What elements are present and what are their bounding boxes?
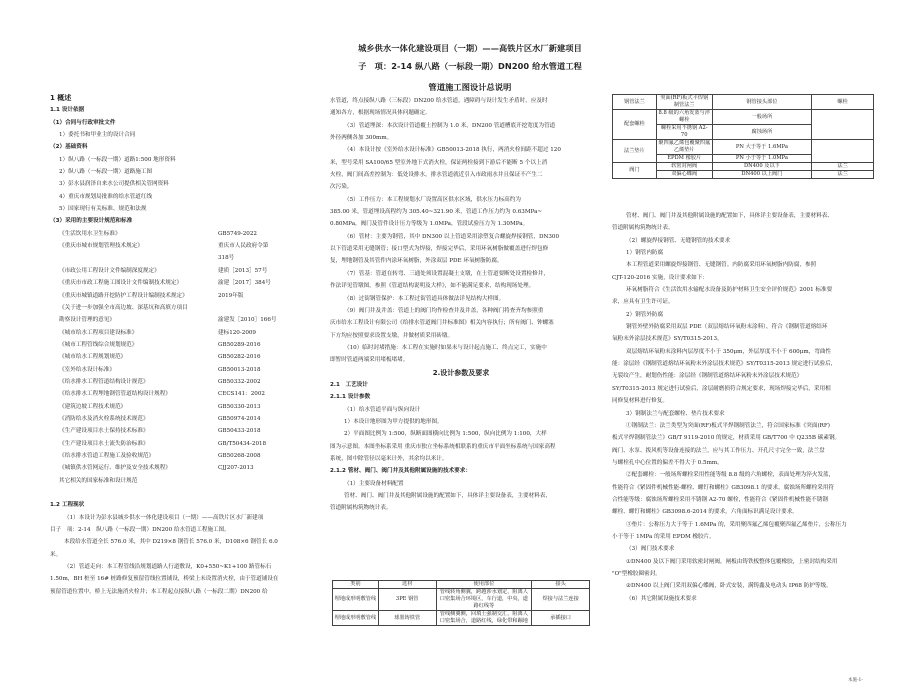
table-cell: 钢管法兰 — [613, 95, 657, 110]
paragraph: （1）本设计为彭水县城乡供水一体化建设项目（一期）——高铁片区水厂新建项 — [64, 514, 264, 521]
list-item: 1）纵八路（一标段一期）道路1:500 地形资料 — [59, 156, 176, 163]
standard-row: 《建筑边坡工程技术规范》 GB50330-2013 — [59, 403, 261, 410]
paragraph: "O"型橡胶圈密封。 — [612, 570, 661, 577]
fitting-spec-table — [612, 94, 874, 179]
paragraph: （2）螺旋焊接钢管、无缝钢管的技术要求 — [626, 237, 731, 244]
standard-row: 《城市给水工程项目建设标准》 建标120-2009 — [59, 329, 256, 336]
table-cell: 管线侧翼侧，回填土强制交汇，阻离人口密集场合，道路红线，绿化带和蹦地 — [436, 611, 532, 626]
table-cell: 阀门 — [613, 163, 657, 179]
project-title: 城乡供水一体化建设项目（一期）——高铁片区水厂新建项目 — [358, 43, 582, 53]
paragraph: 米，型号采用 SA100/65 型室外地下式消火栓，保证两栓接到下游后不能断 5 个以上消 — [330, 159, 548, 166]
table-row — [613, 140, 874, 155]
table-row — [613, 95, 874, 110]
paragraph: ①DN400 及以下阀门采用软密封闸阀，闸板由铸铁板整体包覆橡胶，上密封结构采用 — [626, 558, 838, 565]
section-heading: 2.1 工艺设计 — [330, 381, 368, 388]
paragraph: 3）钢制法兰与配套螺栓、垫片技术要求 — [626, 410, 725, 417]
table-cell: 螺栓 — [812, 95, 874, 110]
paragraph: 同修复材料进行修复。 — [612, 398, 668, 405]
paragraph: 1.50m，BH 桩至 16# 桩路修复预留管线位置铺设，桥梁上未设置消火栓，由于管道铺设在 — [50, 576, 279, 583]
paragraph: 2）钢管外防腐 — [626, 311, 664, 318]
table-cell: 球墨铸铁管 — [378, 611, 436, 626]
paragraph: 其它相关的国家标准和设计规范 — [59, 477, 138, 484]
table-header-row — [333, 581, 590, 589]
paragraph: （8）过街钢管保护：本工程过街管道具体做法详见结构大样图。 — [344, 295, 505, 302]
paragraph: 复，埋地钢管及其管件内涂环氧树脂，外涂双层 PDE 环氧树脂防腐。 — [330, 258, 503, 265]
table-cell: 法兰 — [812, 163, 874, 171]
standard-row: 《重庆市城市规划管理技术规定》 重庆市人民政府令第 — [59, 243, 269, 250]
table-cell: 螺栓采用不锈钢 A2-70 — [656, 125, 712, 140]
paragraph: 作法详见管墩图，参照《管道结构说明及大样》，如不能满足要求，结构现场处理。 — [330, 283, 535, 290]
subsection-heading: （1）合同与行政审批文件 — [50, 119, 116, 126]
table-cell: 焊接与法兰连接 — [532, 589, 590, 611]
paragraph: （1）给水管道平面与纵向设计 — [344, 406, 421, 413]
table-cell: 法兰 — [812, 171, 874, 179]
paragraph: ②配套螺栓：一般场所螺栓采用性能等级 8.8 级的六角螺栓，表面处理为淬火发蓝， — [626, 472, 835, 479]
pipe-material-table — [332, 580, 590, 626]
paragraph: 螺栓、螺钉和螺柱》GB3098.6-2014 的要求，六角面标识满足设计要求。 — [612, 509, 798, 516]
paragraph: ①钢制法兰：法兰类型为突面(RF)板式平焊钢制管法兰，符合国家标准《突面(RF) — [626, 422, 830, 429]
section-heading: 1 概述 — [50, 94, 72, 102]
paragraph: 合性能等级：腐蚀场所螺栓采用不锈钢 A2-70 螺栓，性能符合《紧固件机械性能不锈钢 — [612, 496, 828, 503]
table-row — [333, 589, 590, 611]
standard-row: 318号 — [218, 255, 235, 262]
paragraph: （2）管道走向：本工程管线沿规划道路人行道敷设，K0+550~K1+100 路管标石 — [64, 564, 272, 571]
paragraph: 1）本设计地形图为甲方提供的地形图。 — [344, 418, 443, 425]
standard-row: 《生活饮用水卫生标准》 GB5749-2022 — [59, 230, 257, 237]
subsection-heading: 2.1.2 管材、阀门、阀门井及其他附属设施的技术要求： — [330, 468, 471, 475]
table-cell — [812, 140, 874, 163]
paragraph: （3）阀门技术要求 — [626, 546, 675, 553]
table-cell: 钢管接头部位 — [712, 95, 812, 110]
paragraph: 管道附属构筑物统计表。 — [330, 505, 392, 512]
table-cell: 双偏心蝶阀 — [656, 171, 712, 179]
table-row — [333, 611, 590, 626]
standard-row: 《城市工程管线综合规划规范》 GB50289-2016 — [59, 341, 261, 348]
paragraph: 与螺栓孔中心位置的偏差不得大于 0.5mm。 — [612, 459, 723, 466]
list-item: 2）纵八路（一标段一期）道路施工图 — [59, 169, 153, 176]
table-cell: 埋地成形明敷管线 — [333, 589, 379, 611]
paragraph: 下方均应按照要求设置支墩，并做材质采用砖墩。 — [330, 332, 454, 339]
paragraph: ③垫片：公称压力大于等于 1.6MPa 的，采用聚四氟乙烯包覆聚四氟乙烯垫片，公称压力 — [626, 521, 847, 528]
paragraph: 图为示意图。本图坐标系采用 重庆市独立坐标系统相联系的重庆市平面坐标系统与国家高程 — [330, 443, 556, 450]
table-cell: 一般场所 — [712, 110, 812, 125]
paragraph: 385.00 米，管道埋设高程约为 305.40~321.90 米，管道工作压力约为 0.63MPa~ — [330, 209, 543, 216]
list-item: 4）重庆市规划局批准的给水管道红线 — [59, 193, 153, 200]
table-row — [613, 163, 874, 171]
standard-row: 《室外给水设计标准》 GB50013-2018 — [59, 366, 261, 373]
paragraph: 求，应具有卫生许可证。 — [612, 299, 674, 306]
paragraph: 0.80MPa，阀门及管件设计压力等级为 1.0MPa，管段试验压力为 1.30MPa。 — [330, 221, 529, 228]
table-cell: DN400 及以下 — [712, 163, 812, 171]
paragraph: （10）临时封堵措施：本工程在实施时如果未与设计起点施工、终点完工，实施中 — [344, 344, 547, 351]
table-cell: 承插接口 — [532, 611, 590, 626]
table-cell: 法兰垫片 — [613, 140, 657, 163]
table-header-cell: 使用部位 — [436, 581, 532, 589]
paragraph: CJT-120-2016 实施，设计要求如下： — [612, 274, 708, 281]
table-cell: 管线转角侧翼，跨越涉水划定，阻离人口密集场合环境区，车行道，中央，道路红线等 — [436, 589, 532, 611]
paragraph: 能：涂层经《钢制管道熔结环氧粉末外涂层技术规范》SY/T0315-2013 规定进行试验后， — [612, 361, 837, 368]
table-cell: DN400 以上阀门 — [712, 171, 812, 179]
paragraph: 1）钢管内防腐 — [626, 250, 664, 257]
section-heading: 2.设计参数及要求 — [432, 368, 490, 377]
standard-row: 《给水排水管道工程施工及验收规范》 GB50268-2008 — [59, 452, 261, 459]
paragraph: （4）本设计按《室外给水设计标准》GB50013-2018 执行，两消火栓间距不超过 120 — [344, 147, 561, 154]
subsection-heading: 2.1.1 设计参数 — [330, 394, 371, 401]
standard-row: 《给水排水工程埋地钢管管道结构设计规程》 CECS141：2002 — [59, 391, 265, 398]
paragraph: 火栓，阀门间高差控制为：低处设排水，排水管道就近引入市政雨水井且保证不产生二 — [330, 172, 543, 179]
table-cell: 8.8 级的六角发蓝与淬螺栓 — [656, 110, 712, 125]
section-heading: 1.2 工程现状 — [50, 502, 85, 509]
standard-row: 《市政公用工程设计文件编制深度规定》 建质［2013］57号 — [59, 267, 268, 274]
table-cell: PN 小于等于 1.0MPa — [712, 155, 812, 163]
paragraph: 外径两侧各加 300mm。 — [330, 135, 393, 142]
table-cell: 埋地成形明敷管线 — [333, 611, 379, 626]
paragraph: （3）管道埋深：本次设计管道覆土控制为 1.0 米，DN200 管道槽底开挖宽度为管道 — [344, 122, 556, 129]
paragraph: 钢管外壁外防腐采用双层 PDE（双层熔结环氧粉末涂料），符合《钢制管道熔结环 — [626, 324, 828, 331]
paragraph: （6）管材：主要为钢管，其中 DN300 以上管道采用涂塑复合螺旋焊接钢管，DN300 — [344, 233, 560, 240]
standard-row: 《重庆市市政工程施工图设计文件编制技术规定》 渝建［2017］384号 — [59, 280, 271, 287]
paragraph: 阀门、水泵、拨风机等设备连接的法兰，应与其工作压力、开孔尺寸完全一致，法兰盘 — [612, 447, 825, 454]
paragraph: 小于等于 1MPa 的采用 EPDM 橡胶片。 — [612, 533, 715, 540]
paragraph: 以下管道采用无缝钢管；接口型式为焊接，焊接完毕后，采用环氧树脂做覆盖进行焊包修 — [330, 246, 549, 253]
table-cell: 软密封闸阀 — [656, 163, 712, 171]
paragraph: 目子 项：2-14 纵八路（一标段一期）DN200 给水管道工程施工图。 — [50, 527, 230, 534]
paragraph: 2）平面图比例为 1:500，纵断面图横向比例为 1:500，纵向比例为 1:100，大样 — [344, 431, 547, 438]
paragraph: 双层熔结环氧粉末涂料内层厚度不小于 350μm，外层厚度不小于 600μm，弯曲性 — [626, 348, 832, 355]
table-header-cell: 选材 — [378, 581, 436, 589]
column-left — [50, 92, 308, 598]
paragraph: 环氧树脂符合《生活饮用水输配水设备及防护材料卫生安全评价规范》2001 标准要 — [626, 287, 833, 294]
table-cell — [812, 110, 874, 140]
list-item: 3）彭水县润泽自来水公司提供相关管网资料 — [59, 181, 169, 188]
list-item: 1）委托书和甲业主的设计合同 — [59, 132, 136, 139]
paragraph: （5）工作压力：本工程规划水厂设置高区供水区域，供水压力标高约为 — [344, 196, 521, 203]
paragraph: （7）管基：管道在转弯、三通处须设置混凝土支墩，在土管道要断处设置检修井， — [344, 270, 549, 277]
paragraph: ②DN400 以上阀门采用双偏心蝶阀，卧式安装，满铸鑫及电动头 IP68 防护等级。 — [626, 583, 832, 590]
subproject-title: 子 项：2-14 纵八路（一标段一期）DN200 给水管道工程 — [358, 61, 582, 71]
table-cell: EPDM 橡胶片 — [656, 155, 712, 163]
column-middle — [330, 95, 592, 515]
paragraph: 预留管道位置中，桥上无法施消火栓井；本工程起点接纵八路（一标段二期）DN200 给 — [50, 588, 268, 595]
page-number: 本施-1- — [848, 678, 863, 683]
paragraph: 管材、阀门、阀门井及其他附属设施的配置如下，具体详主要设备表，主要材料表、 — [626, 213, 833, 219]
paragraph: 性能符合《紧固件机械性能-螺栓、螺钉和螺柱》GB3098.1 的要求，腐蚀场所螺栓采用符 — [612, 484, 835, 491]
standard-row: 《关于进一步加强全市高边坡、深基坑和高填方项目 — [59, 304, 188, 311]
paragraph: 本工程管道采用螺旋焊接钢管、无缝钢管。内防腐采用环氧树脂内防腐，参照 — [626, 262, 817, 269]
list-item: 5）国家现行有关标准、规范和法规 — [59, 206, 147, 213]
table-cell: 3PE 钢管 — [378, 589, 436, 611]
paragraph: 管材、阀门、阀门井及其他附属设施的配置如下，具体详主要设备表，主要材料表， — [344, 493, 551, 499]
paragraph: 次污染。 — [330, 184, 353, 191]
column-right — [612, 210, 874, 605]
table-header-cell: 接头 — [532, 581, 590, 589]
subsection-heading: （2）基础资料 — [50, 144, 88, 151]
paragraph: 无裂纹产生，耐划伤性能：涂层经《钢制管道熔结环氧粉末外涂层技术规范》 — [612, 373, 803, 380]
table-row — [613, 110, 874, 125]
paragraph: （9）阀门井及井盖：管道上的阀门均作检查井及井盖，各种阀门将查齐均参照重 — [344, 307, 544, 314]
table-header-cell: 类别 — [333, 581, 379, 589]
paragraph: 板式平焊钢制管法兰》GB/T 9119-2010 的规定，材质采用 GB/T700 中 Q235B 碳素钢。 — [612, 435, 841, 442]
table-cell: 配套螺栓 — [613, 110, 657, 140]
table-cell: PN 大于等于 1.6MPa — [712, 140, 812, 155]
paragraph: （6）其它附属设施技术要求 — [626, 595, 697, 602]
paragraph: 即暂时管道两端采用堵板堵堵。 — [330, 357, 409, 364]
paragraph: 本段给水管道全长 576.0 米，其中 D219×8 钢管长 576.0 米，D108×6 钢管长 6.0 — [64, 539, 278, 546]
standard-row: 《城镇供水管网运行、维护及安全技术规程》 CJJ207-2013 — [59, 465, 254, 472]
paragraph: 米。 — [50, 551, 62, 558]
standard-row: 《生产建设项目水土流失防治标准》 GB/T50434-2018 — [59, 440, 267, 447]
table-cell: 突面(RF)板式平焊钢制管法兰 — [656, 95, 712, 110]
standard-row: 《给水排水工程管道结构设计规范》 GB50332-2002 — [59, 378, 261, 385]
standard-row: 《重庆市城镇道路开挖防护工程设计编制技术规定》 2019年版 — [59, 292, 244, 299]
standard-row: 《生产建设项目水土保持技术标准》 GB50433-2018 — [59, 428, 261, 435]
table-cell: 腐蚀场所 — [712, 125, 812, 140]
table-cell: 聚四氟乙烯包覆聚四氟乙烯垫片 — [658, 140, 711, 153]
standard-row: 《消防给水及消火栓系统技术规范》 GB50974-2014 — [59, 415, 261, 422]
paragraph: 水管道，终点接纵八路（三标段）DN200 给水管道，遇障碍与设计发生矛盾时，应及时 — [330, 98, 548, 104]
paragraph: 氧粉末外涂层技术规范》SY/T0315-2013。 — [612, 336, 723, 343]
paragraph: 系统，图中除管径以毫米计外，其余均以米计。 — [330, 455, 448, 462]
paragraph: 通知各方，根据现场情况具体问题确定。 — [330, 110, 431, 117]
paragraph: 管道附属构筑物统计表。 — [612, 225, 674, 232]
paragraph: SY/T0315-2013 规定进行试验后，涂层耐磨损符合规定要求，现场焊接完毕后，采用相 — [612, 385, 831, 392]
paragraph: （1）主要设备材料配置 — [344, 480, 404, 487]
paragraph: 庆市给水工程设计有限公司《给排水管道阀门井标准图》相关内容执行；所有阀门、钟螺塞 — [330, 320, 554, 327]
document-title: 管道施工图设计总说明 — [428, 82, 512, 92]
section-heading: 1.1 设计依据 — [50, 107, 85, 114]
standard-row: 《城市给水工程规划规范》 GB50282-2016 — [59, 354, 261, 361]
standard-row: 勘察设计管理的意见》 渝建发［2010］166号 — [59, 317, 277, 324]
subsection-heading: （3）采用的主要设计规范和标准 — [50, 218, 133, 225]
